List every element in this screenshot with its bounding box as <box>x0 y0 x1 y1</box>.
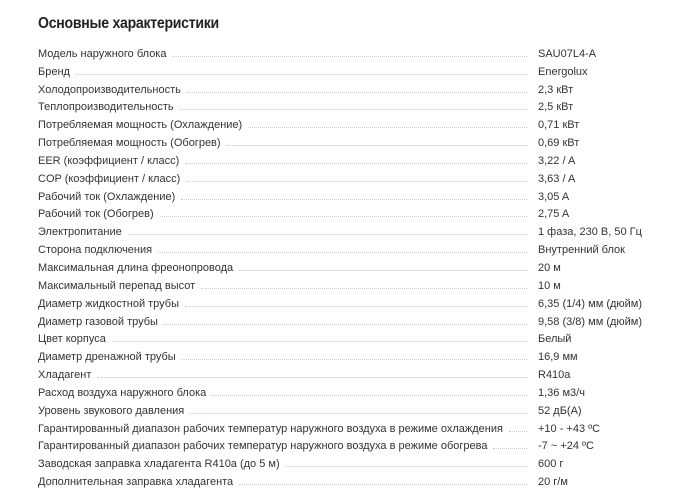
spec-value: 2,75 A <box>538 208 570 221</box>
spec-row <box>38 113 678 131</box>
spec-label: Максимальная длина фреонопровода <box>38 261 234 274</box>
spec-label: Гарантированный диапазон рабочих температур наружного воздуха в режиме обогрева <box>38 440 488 453</box>
dotted-leader <box>190 413 527 414</box>
spec-value: Белый <box>538 333 572 346</box>
spec-label: Дополнительная заправка хладагента <box>38 476 234 489</box>
dotted-leader <box>493 448 527 449</box>
spec-label: Диаметр жидкостной трубы <box>38 297 180 310</box>
spec-value: 20 м <box>538 261 561 274</box>
spec-value: 10 м <box>538 279 561 292</box>
dotted-leader <box>239 270 527 271</box>
spec-row <box>38 256 678 274</box>
spec-value: 52 дБ(А) <box>538 404 582 417</box>
dotted-leader <box>227 145 527 146</box>
spec-row <box>38 363 678 381</box>
spec-row <box>38 345 678 363</box>
spec-value: R410a <box>538 369 571 382</box>
spec-row <box>38 274 678 292</box>
spec-value: +10 - +43 ºC <box>538 422 601 435</box>
spec-row <box>38 292 678 310</box>
spec-row <box>38 149 678 167</box>
spec-value: 2,3 кВт <box>538 83 574 96</box>
spec-value: Внутренний блок <box>538 244 625 257</box>
spec-value: 3,22 / A <box>538 154 576 167</box>
dotted-leader <box>286 466 527 467</box>
section-title: Основные характеристики <box>38 15 219 32</box>
spec-row <box>38 60 678 78</box>
spec-label: Бренд <box>38 65 70 78</box>
spec-value: 2,5 кВт <box>538 101 574 114</box>
spec-row <box>38 238 678 256</box>
spec-label: Максимальный перепад высот <box>38 279 196 292</box>
spec-value: 1 фаза, 230 В, 50 Гц <box>538 226 642 239</box>
spec-value: SAU07L4-A <box>538 47 597 60</box>
spec-value: 9,58 (3/8) мм (дюйм) <box>538 315 643 328</box>
dotted-leader <box>128 234 527 235</box>
spec-row <box>38 42 678 60</box>
spec-label: Расход воздуха наружного блока <box>38 386 207 399</box>
spec-label: Модель наружного блока <box>38 47 167 60</box>
spec-value: 600 г <box>538 458 564 471</box>
spec-label: Заводская заправка хладагента R410a (до 5 м) <box>38 458 280 471</box>
spec-label: COP (коэффициент / класс) <box>38 172 181 185</box>
dotted-leader <box>180 109 527 110</box>
spec-label: Холодопроизводительность <box>38 83 181 96</box>
dotted-leader <box>76 74 527 75</box>
spec-label: Диаметр газовой трубы <box>38 315 158 328</box>
spec-row <box>38 78 678 96</box>
dotted-leader <box>187 92 527 93</box>
spec-row <box>38 435 678 453</box>
spec-row <box>38 310 678 328</box>
spec-value: 16,9 мм <box>538 351 578 364</box>
spec-label: Электропитание <box>38 226 122 239</box>
spec-row <box>38 417 678 435</box>
dotted-leader <box>185 163 527 164</box>
spec-label: Потребляемая мощность (Обогрев) <box>38 137 221 150</box>
dotted-leader <box>160 216 527 217</box>
spec-row <box>38 328 678 346</box>
spec-label: Хладагент <box>38 369 92 382</box>
spec-row <box>38 381 678 399</box>
spec-value: 20 г/м <box>538 476 568 489</box>
spec-label: Рабочий ток (Охлаждение) <box>38 190 176 203</box>
dotted-leader <box>181 199 527 200</box>
spec-value: 3,05 A <box>538 190 570 203</box>
spec-label: Диаметр дренажной трубы <box>38 351 176 364</box>
dotted-leader <box>158 252 527 253</box>
spec-row <box>38 185 678 203</box>
dotted-leader <box>182 359 527 360</box>
spec-row <box>38 470 678 488</box>
dotted-leader <box>97 377 527 378</box>
dotted-leader <box>164 324 527 325</box>
spec-value: 6,35 (1/4) мм (дюйм) <box>538 297 643 310</box>
spec-label: Потребляемая мощность (Охлаждение) <box>38 119 243 132</box>
spec-row <box>38 452 678 470</box>
spec-row <box>38 167 678 185</box>
dotted-leader <box>185 306 527 307</box>
dotted-leader <box>212 395 527 396</box>
spec-row <box>38 96 678 114</box>
spec-label: Уровень звукового давления <box>38 404 185 417</box>
spec-list <box>38 42 678 488</box>
spec-value: 1,36 м3/ч <box>538 386 585 399</box>
spec-value: 0,71 кВт <box>538 119 580 132</box>
spec-row <box>38 399 678 417</box>
dotted-leader <box>172 56 527 57</box>
spec-value: 0,69 кВт <box>538 137 580 150</box>
spec-row <box>38 220 678 238</box>
spec-label: Гарантированный диапазон рабочих температур наружного воздуха в режиме охлаждения <box>38 422 503 435</box>
dotted-leader <box>248 127 527 128</box>
dotted-leader <box>186 181 527 182</box>
spec-value: 3,63 / A <box>538 172 576 185</box>
dotted-leader <box>239 484 527 485</box>
spec-value: -7 ~ +24 ºC <box>538 440 594 453</box>
spec-label: Теплопроизводительность <box>38 101 174 114</box>
spec-row <box>38 131 678 149</box>
spec-label: Сторона подключения <box>38 244 153 257</box>
spec-label: Цвет корпуса <box>38 333 106 346</box>
dotted-leader <box>201 288 527 289</box>
dotted-leader <box>509 431 527 432</box>
spec-label: Рабочий ток (Обогрев) <box>38 208 154 221</box>
spec-row <box>38 203 678 221</box>
spec-value: Energolux <box>538 65 588 78</box>
dotted-leader <box>112 341 527 342</box>
spec-label: EER (коэффициент / класс) <box>38 154 180 167</box>
